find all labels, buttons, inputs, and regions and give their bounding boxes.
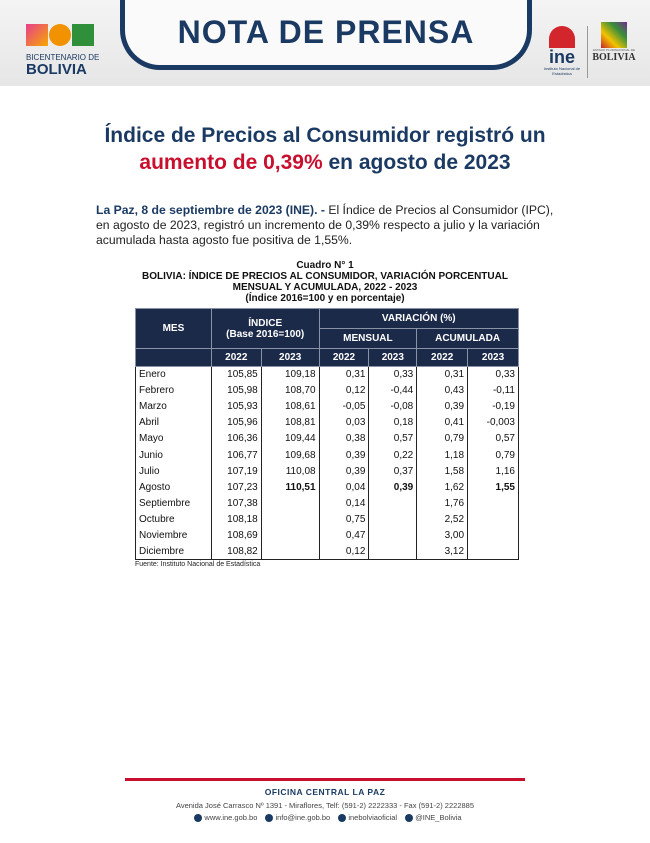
value-cell: 107,38 <box>211 495 261 511</box>
month-cell: Noviembre <box>136 527 212 543</box>
headline: Índice de Precios al Consumidor registró un aumento de 0,39% en agosto de 2023 <box>104 124 546 174</box>
table-row <box>136 544 519 560</box>
value-cell: 1,55 <box>468 479 519 495</box>
value-cell: 0,12 <box>319 383 369 399</box>
value-cell: 108,81 <box>261 415 319 431</box>
month-cell: Abril <box>136 415 212 431</box>
facebook-icon <box>338 814 346 822</box>
value-cell: -0,19 <box>468 399 519 415</box>
value-cell <box>369 511 417 527</box>
value-cell: 0,18 <box>369 415 417 431</box>
value-cell: 108,61 <box>261 399 319 415</box>
value-cell <box>261 527 319 543</box>
value-cell: -0,08 <box>369 399 417 415</box>
office-address: Avenida José Carrasco Nº 1391 - Miraflores, Telf: (591-2) 2222333 - Fax (591-2) 2222885 <box>175 801 475 810</box>
value-cell <box>468 527 519 543</box>
source-note: Fuente: Instituto Nacional de Estadística <box>135 561 261 568</box>
value-cell <box>468 495 519 511</box>
ine-logo: ine Instituto Nacional de Estadística <box>542 26 582 76</box>
value-cell <box>261 544 319 560</box>
value-cell: 106,36 <box>211 431 261 447</box>
value-cell: 105,98 <box>211 383 261 399</box>
value-cell: 0,33 <box>468 367 519 383</box>
value-cell: 0,22 <box>369 447 417 463</box>
value-cell: 0,43 <box>417 383 468 399</box>
value-cell: 0,79 <box>468 447 519 463</box>
header-acumulada: ACUMULADA <box>417 329 519 349</box>
twitter-link[interactable]: @INE_Bolivia <box>415 813 462 822</box>
value-cell: 3,12 <box>417 544 468 560</box>
value-cell: -0,11 <box>468 383 519 399</box>
value-cell: 109,44 <box>261 431 319 447</box>
value-cell: 0,37 <box>369 463 417 479</box>
value-cell <box>369 495 417 511</box>
value-cell: 110,51 <box>261 479 319 495</box>
header-year: 2022 <box>319 349 369 367</box>
value-cell <box>468 544 519 560</box>
bolivia-state-logo: ESTADO PLURINACIONAL DE BOLIVIA <box>592 22 636 63</box>
month-cell: Febrero <box>136 383 212 399</box>
month-cell: Agosto <box>136 479 212 495</box>
table-row <box>136 447 519 463</box>
value-cell: 0,75 <box>319 511 369 527</box>
value-cell <box>261 495 319 511</box>
value-cell: 105,96 <box>211 415 261 431</box>
table-row <box>136 415 519 431</box>
bicentenario-logo: BICENTENARIO DE BOLIVIA <box>26 24 102 77</box>
value-cell: 106,77 <box>211 447 261 463</box>
value-cell: -0,05 <box>319 399 369 415</box>
page-header <box>0 0 650 86</box>
press-release-banner <box>120 0 532 70</box>
value-cell: 0,04 <box>319 479 369 495</box>
value-cell <box>261 511 319 527</box>
value-cell: 0,31 <box>319 367 369 383</box>
value-cell: 108,18 <box>211 511 261 527</box>
email-link[interactable]: info@ine.gob.bo <box>275 813 331 822</box>
value-cell <box>468 511 519 527</box>
month-cell: Septiembre <box>136 495 212 511</box>
value-cell: 2,52 <box>417 511 468 527</box>
table-row <box>136 511 519 527</box>
value-cell: 1,58 <box>417 463 468 479</box>
footer-divider <box>125 778 525 781</box>
header-year: 2023 <box>369 349 417 367</box>
twitter-icon <box>405 814 413 822</box>
value-cell: 0,39 <box>319 463 369 479</box>
office-title: OFICINA CENTRAL LA PAZ <box>264 787 386 797</box>
value-cell: -0,003 <box>468 415 519 431</box>
value-cell: 0,47 <box>319 527 369 543</box>
value-cell: 108,69 <box>211 527 261 543</box>
table-row <box>136 383 519 399</box>
value-cell: 105,93 <box>211 399 261 415</box>
value-cell: 0,03 <box>319 415 369 431</box>
month-cell: Mayo <box>136 431 212 447</box>
value-cell: 0,12 <box>319 544 369 560</box>
value-cell: 0,14 <box>319 495 369 511</box>
facebook-link[interactable]: inebolviaoficial <box>348 813 398 822</box>
value-cell: 0,41 <box>417 415 468 431</box>
value-cell: 108,70 <box>261 383 319 399</box>
website-link[interactable]: www.ine.gob.bo <box>204 813 258 822</box>
header-year: 2022 <box>417 349 468 367</box>
value-cell: -0,44 <box>369 383 417 399</box>
value-cell: 108,82 <box>211 544 261 560</box>
value-cell: 0,39 <box>369 479 417 495</box>
header-year: 2022 <box>211 349 261 367</box>
banner-title: NOTA DE PRENSA <box>177 14 475 50</box>
header-mes: MES <box>136 309 212 349</box>
value-cell: 0,33 <box>369 367 417 383</box>
header-indice: ÍNDICE (Base 2016=100) <box>211 309 319 349</box>
value-cell: 0,39 <box>417 399 468 415</box>
value-cell: 3,00 <box>417 527 468 543</box>
cpi-table <box>135 308 519 560</box>
month-cell: Julio <box>136 463 212 479</box>
value-cell <box>369 527 417 543</box>
month-cell: Junio <box>136 447 212 463</box>
table-row <box>136 367 519 383</box>
header-year: 2023 <box>261 349 319 367</box>
table-row <box>136 495 519 511</box>
value-cell: 1,62 <box>417 479 468 495</box>
value-cell: 0,39 <box>319 447 369 463</box>
divider <box>587 26 588 78</box>
value-cell: 109,18 <box>261 367 319 383</box>
lead-paragraph: La Paz, 8 de septiembre de 2023 (INE). - El Índice de Precios al Consumidor (IPC), en agosto de 2023, registró un incremento de 0,39% respecto a julio y la variación acumulada hasta agosto fue positiva de 1,55%. <box>96 203 554 247</box>
value-cell: 1,16 <box>468 463 519 479</box>
value-cell: 109,68 <box>261 447 319 463</box>
month-cell: Diciembre <box>136 544 212 560</box>
value-cell: 105,85 <box>211 367 261 383</box>
value-cell: 0,38 <box>319 431 369 447</box>
value-cell: 0,31 <box>417 367 468 383</box>
table-caption: Cuadro N° 1 BOLIVIA: ÍNDICE DE PRECIOS AL CONSUMIDOR, VARIACIÓN PORCENTUAL MENSUAL Y ACUMULADA, 2022 - 2023 (Índice 2016=100 y en porcentaje) <box>142 260 508 304</box>
value-cell: 1,76 <box>417 495 468 511</box>
header-mensual: MENSUAL <box>319 329 417 349</box>
globe-icon <box>194 814 202 822</box>
value-cell: 0,57 <box>468 431 519 447</box>
header-year: 2023 <box>468 349 519 367</box>
table-row <box>136 463 519 479</box>
month-cell: Enero <box>136 367 212 383</box>
contact-links <box>0 813 650 822</box>
value-cell: 110,08 <box>261 463 319 479</box>
at-icon <box>265 814 273 822</box>
value-cell <box>369 544 417 560</box>
value-cell: 107,19 <box>211 463 261 479</box>
month-cell: Octubre <box>136 511 212 527</box>
table-row <box>136 479 519 495</box>
value-cell: 1,18 <box>417 447 468 463</box>
table-row <box>136 527 519 543</box>
value-cell: 107,23 <box>211 479 261 495</box>
table-row <box>136 399 519 415</box>
value-cell: 0,57 <box>369 431 417 447</box>
header-variacion: VARIACIÓN (%) <box>319 309 518 329</box>
month-cell: Marzo <box>136 399 212 415</box>
value-cell: 0,79 <box>417 431 468 447</box>
table-row <box>136 431 519 447</box>
